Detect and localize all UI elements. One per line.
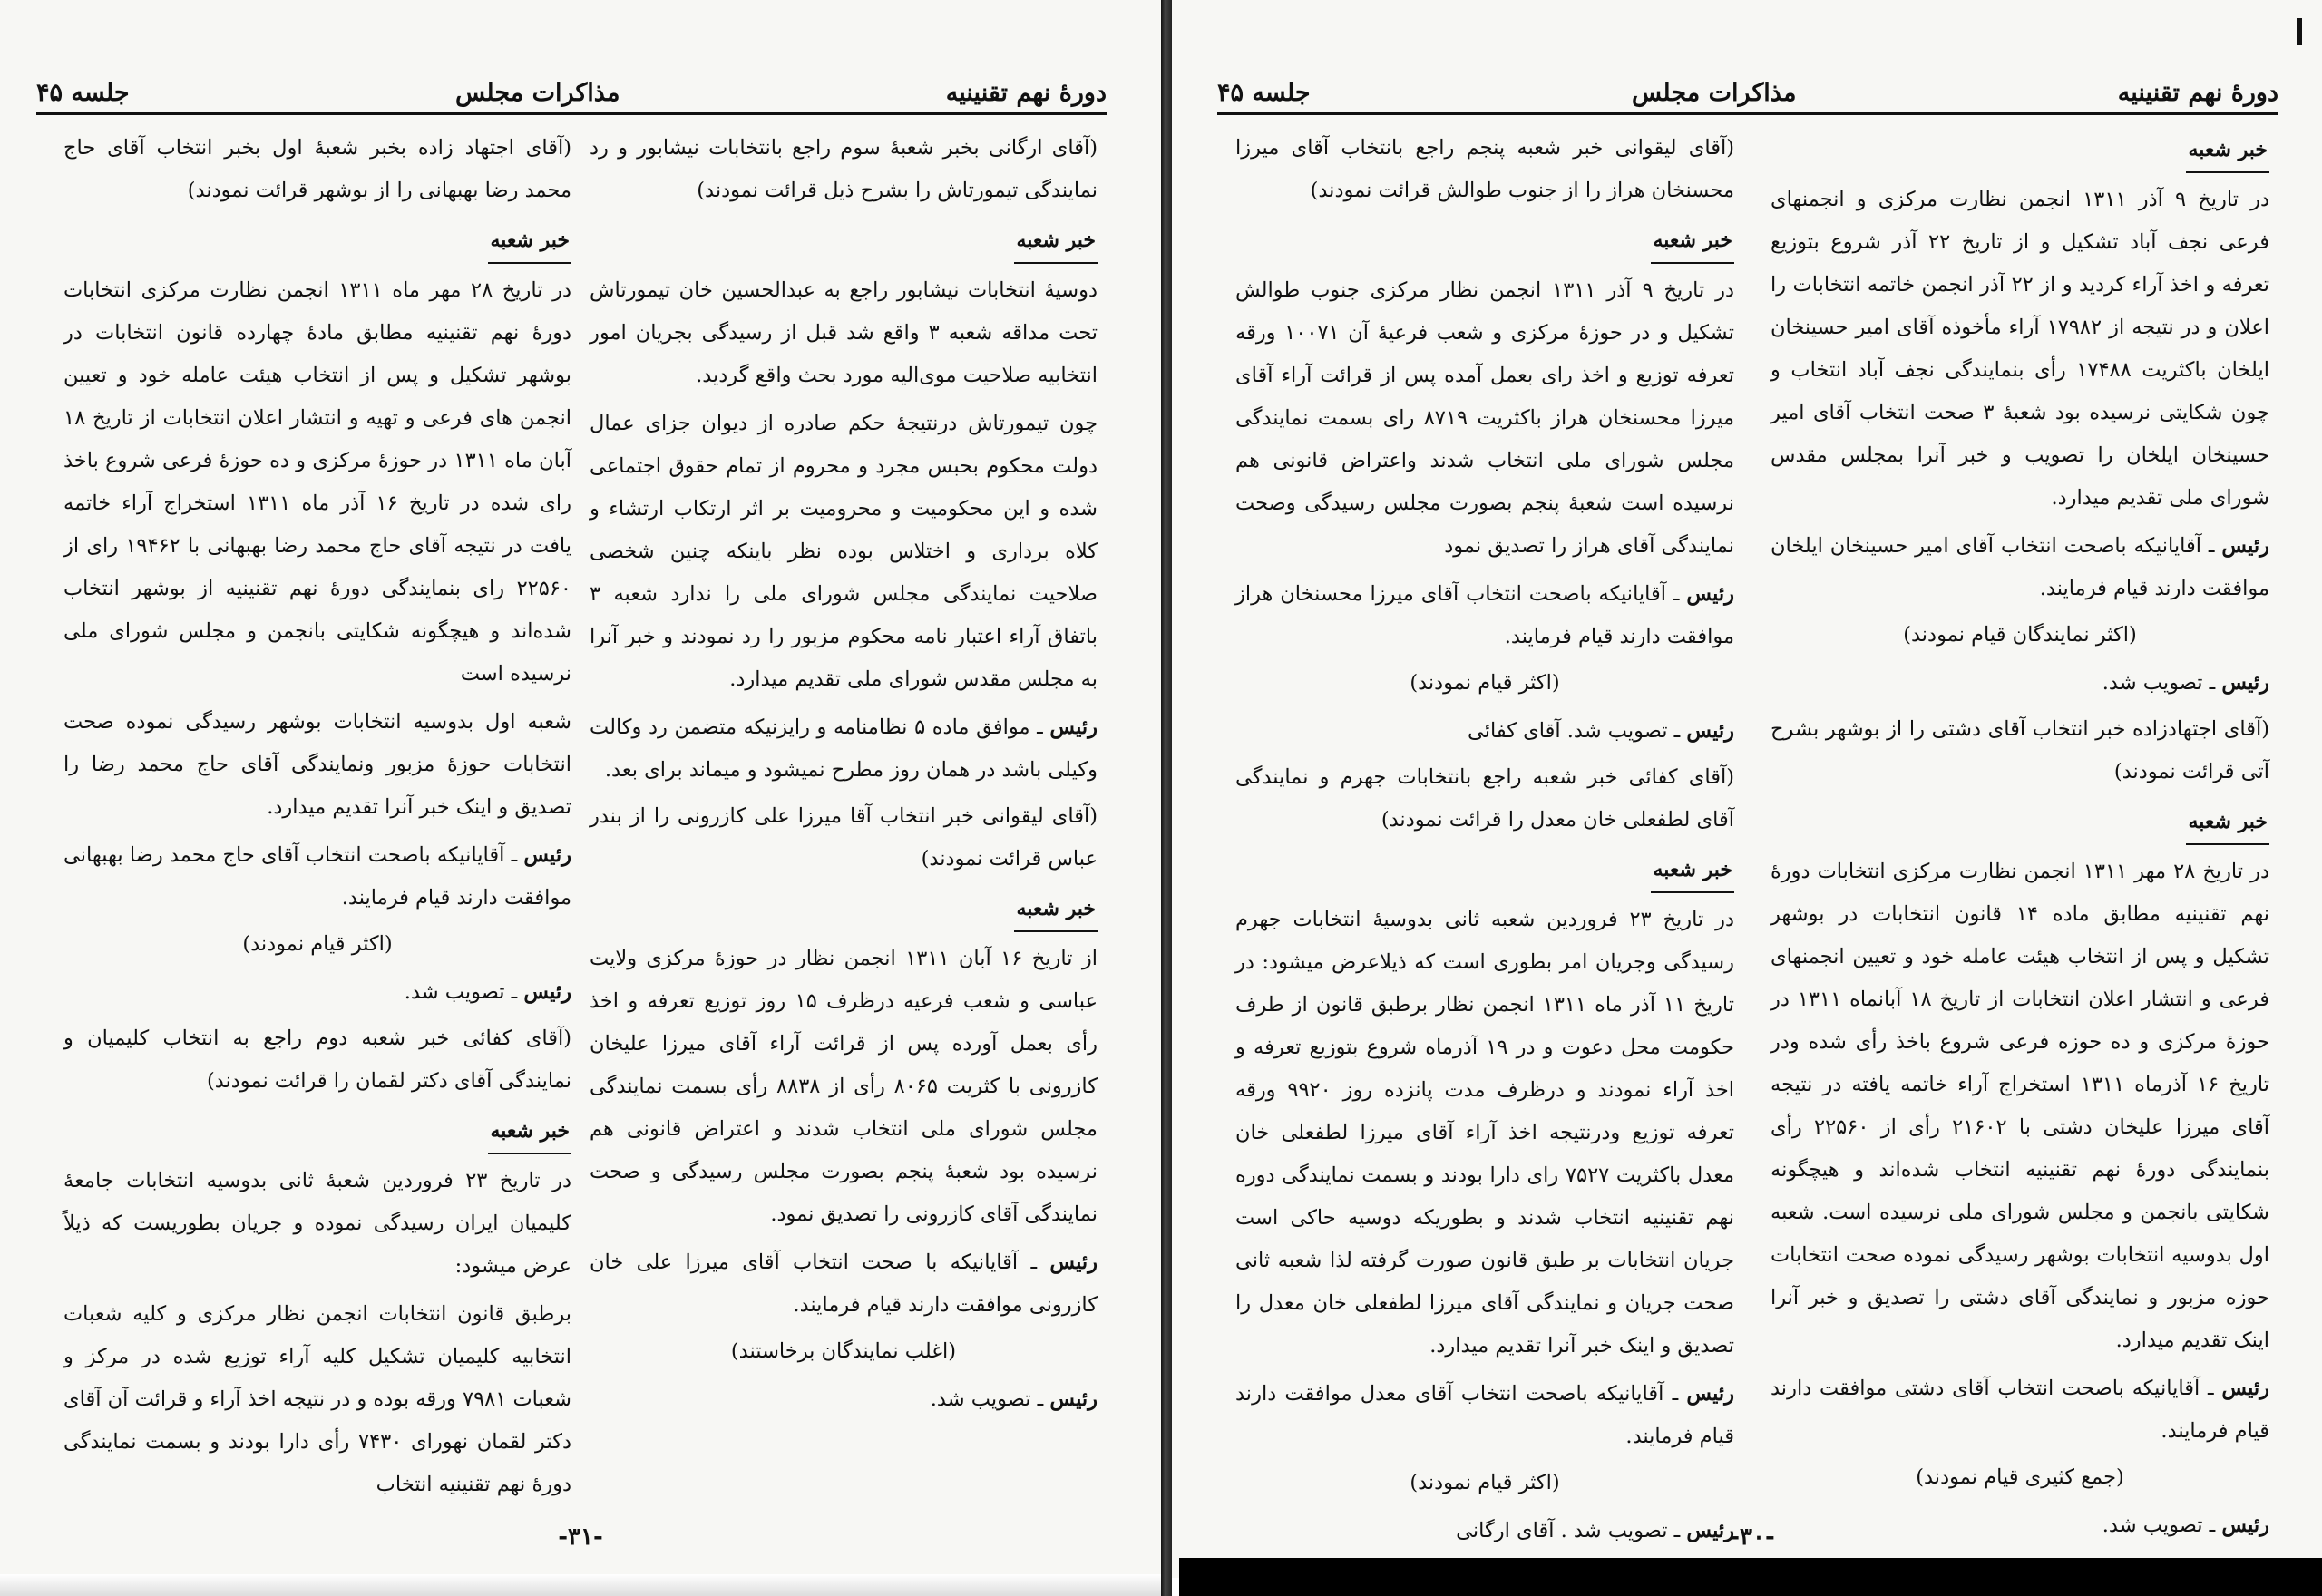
paragraph: در تاریخ ۲۸ مهر ماه ۱۳۱۱ انجمن نظارت مرکزی انتخابات دورهٔ نهم تقنینیه مطابق مادهٔ چهارده قانون انتخابات در بوشهر تشکیل و پس از انتخاب هیئت عامله خود و تعیین انجمن های فرعی و تهیه و انتشار اعلان انتخابات از تاریخ ۱۸ آبان ماه ۱۳۱۱ در حوزهٔ مرکزی و ده حوزهٔ فرعی شروع باخذ رای شده در تاریخ ۱۶ آذر ماه ۱۳۱۱ استخراج آراء خاتمه یافت در نتیجه آقای حاج محمد رضا بهبهانی با ۱۹۴۶۲ رای از ۲۲۵۶۰ رای بنمایندگی دورهٔ نهم تقنینیه از بوشهر انتخاب شده‌اند و هیچگونه شکایتی بانجمن و مجلس شورای ملی نرسیده است xyxy=(63,278,572,686)
speaker-statement xyxy=(1771,1504,2269,1547)
statement-text: ـ آقایانیکه باصحت انتخاب آقای میرزا محسنخان هراز موافقت دارند قیام فرمایند. xyxy=(1235,582,1734,648)
speaker-statement xyxy=(1235,710,1734,753)
statement-text: ـ آقایانیکه باصحت انتخاب آقای دشتی موافقت دارند قیام فرمایند. xyxy=(1771,1377,2269,1443)
scan-edge-mark xyxy=(2297,18,2302,45)
section-heading: خبر شعبه xyxy=(1651,849,1734,893)
statement-text: ـ تصویب شد. آقای کفائی xyxy=(1468,719,1687,743)
speaker-name: رئیس xyxy=(2221,671,2269,695)
section-heading-row xyxy=(1771,799,2269,851)
procedural-note: (اکثر قیام نمودند) xyxy=(1410,1471,1560,1494)
speaker-name: رئیس xyxy=(1686,1519,1734,1542)
procedural-note: (اکثر قیام نمودند) xyxy=(242,932,393,956)
procedural-note: (اکثر قیام نمودند) xyxy=(1410,671,1560,695)
left-page-header xyxy=(36,74,1107,111)
statement-text: ـ آقایانیکه باصحت انتخاب آقای امیر حسینخان ایلخان موافقت دارند قیام فرمایند. xyxy=(1771,534,2269,600)
section-heading: خبر شعبه xyxy=(488,1110,571,1154)
statement-text: ـ آقایانیکه باصحت انتخاب آقای حاج محمد رضا بهبهانی موافقت دارند قیام فرمایند. xyxy=(63,843,571,910)
speaker-statement xyxy=(1771,1367,2269,1453)
page-number: -۳۱- xyxy=(558,1523,603,1551)
statement-text: ـ موافق ماده ۵ نظامنامه و رایزنیکه متضمن رد وکالت وکیلی باشد در همان روز مطرح نمیشود و میماند برای بعد. xyxy=(590,715,1098,782)
speaker-name: رئیس xyxy=(523,843,571,867)
statement-text: ـ آقایانیکه با صحت انتخاب آقای میرزا علی خان کازرونی موافقت دارند قیام فرمایند. xyxy=(590,1251,1098,1317)
speaker-statement xyxy=(1771,525,2269,610)
paragraph: در تاریخ ۲۳ فروردین شعبهٔ ثانی بدوسیه انتخابات جامعهٔ کلیمیان ایران رسیدگی نموده و جریان بطوریست که ذیلاً عرض میشود: xyxy=(63,1169,571,1278)
paragraph: (آقای اجتهادزاده خبر انتخاب آقای دشتی را از بوشهر بشرح آتی قرائت نمودند) xyxy=(1771,717,2269,783)
speaker-name: رئیس xyxy=(1049,1251,1098,1274)
speaker-statement xyxy=(1235,573,1734,658)
speaker-statement xyxy=(63,834,571,920)
speaker-name: رئیس xyxy=(1686,582,1734,606)
header-divider xyxy=(36,112,1107,115)
speaker-statement xyxy=(63,971,571,1014)
speaker-name: رئیس xyxy=(1686,719,1734,743)
header-page: جلسه ۴۵ xyxy=(36,78,130,107)
paragraph: (آقای لیقوانی خبر انتخاب آقا میرزا علی کازرونی را از بندر عباس قرائت نمودند) xyxy=(590,804,1098,871)
header-session: دورهٔ نهم تقنینیه xyxy=(2117,78,2278,107)
speaker-statement xyxy=(590,1241,1098,1327)
right-page xyxy=(1172,0,2322,1578)
page-number: -۳۰- xyxy=(1730,1523,1775,1551)
paragraph: در تاریخ ۹ آذر ۱۳۱۱ انجمن نظارت مرکزی و انجمنهای فرعی نجف آباد تشکیل و از تاریخ ۲۲ آذر شروع بتوزیع تعرفه و اخذ آراء کردید و از ۲۲ آذر انجمن خاتمه انتخابات را اعلان و در نتیجه از ۱۷۹۸۲ آراء مأخوذه آقای امیر حسینخان ایلخان باکثریت ۱۷۴۸۸ رأی بنمایندگی نجف آباد انتخاب و چون شکایتی نرسیده بود شعبهٔ ۳ صحت انتخاب آقای امیر حسینخان ایلخان را تصویب و خبر آنرا بمجلس مقدس شورای ملی تقدیم میدارد. xyxy=(1771,188,2270,510)
section-heading: خبر شعبه xyxy=(488,219,571,264)
paragraph: برطبق قانون انتخابات انجمن نظار مرکزی و کلیه شعبات انتخابیه کلیمیان تشکیل کلیه آراء توزیع شده در مرکز و شعبات ۷۹۸۱ ورقه بوده و در نتیجه اخذ آراء و قرائت آن آقای دکتر لقمان نهورای ۷۴۳۰ رأی دارا بودند و بسمت نمایندگی دورهٔ نهم تقنینیه انتخاب xyxy=(63,1302,572,1496)
section-heading-row xyxy=(590,886,1098,938)
procedural-note: (جمع کثیری قیام نمودند) xyxy=(1916,1465,2124,1489)
paragraph: شعبه اول بدوسیه انتخابات بوشهر رسیدگی نموده صحت انتخابات حوزهٔ مزبور ونمایندگی آقای حاج محمد رضا را تصدیق و اینک خبر آنرا تقدیم میدارد. xyxy=(63,710,571,819)
procedural-note: (اغلب نمایندگان برخاستند) xyxy=(730,1339,957,1363)
paragraph: (آقای لیقوانی خبر شعبه پنجم راجع بانتخاب آقای میرزا محسنخان هراز را از جنوب طوالش قرائت نمودند) xyxy=(1235,136,1734,202)
paragraph: در تاریخ ۲۳ فروردین شعبه ثانی بدوسیهٔ انتخابات جهرم رسیدگی وجریان امر بطوری است که ذیلاعرض میشود: در تاریخ ۱۱ آذر ماه ۱۳۱۱ انجمن نظار برطبق قانون از طرف حکومت محل دعوت و در ۱۹ آذرماه شروع بتوزیع تعرفه و اخذ آراء نمودند و درظرف مدت پانزده روز ۹۹۲۰ ورقه تعرفه توزیع ودرنتیجه اخذ آراء آقای میرزا لطفعلی خان معدل باکثریت ۷۵۲۷ رای دارا بودند و بسمت نمایندگی دوره نهم تقنینیه انتخاب شدند و بطوریکه دوسیه حاکی است جریان انتخابات بر طبق قانون صورت گرفته لذا شعبه ثانی صحت جریان و نمایندگی آقای میرزا لطفعلی خان معدل را تصدیق و اینک خبر آنرا تقدیم میدارد. xyxy=(1235,908,1735,1358)
section-heading: خبر شعبه xyxy=(1651,219,1734,264)
speaker-name: رئیس xyxy=(2221,1377,2269,1400)
right-page-header xyxy=(1217,74,2278,111)
header-title: مذاکرات مجلس xyxy=(1631,78,1797,107)
paragraph: در تاریخ ۲۸ مهر ۱۳۱۱ انجمن نظارت مرکزی انتخابات دورهٔ نهم تقنینیه مطابق ماده ۱۴ قانون انتخابات در بوشهر تشکیل و پس از انتخاب هیئت عامله خود و تعیین انجمنهای فرعی و انتشار اعلان انتخابات از تاریخ ۱۸ آبانماه ۱۳۱۱ در حوزهٔ مرکزی و ده حوزه فرعی شروع باخذ رأی شده ودر تاریخ ۱۶ آذرماه ۱۳۱۱ استخراج آراء خاتمه یافته در نتیجه آقای میرزا علیخان دشتی با ۲۱۶۰۲ رأی از ۲۲۵۶۰ رأی بنمایندگی دورهٔ نهم تقنینیه انتخاب شده‌اند و هیچگونه شکایتی بانجمن و مجلس شورای ملی نرسیده است. شعبه اول بدوسیه انتخابات بوشهر رسیدگی نموده صحت انتخابات حوزه مزبور و نمایندگی آقای دشتی را تصدیق و خبر آنرا اینک تقدیم میدارد. xyxy=(1771,860,2269,1352)
procedural-note: (اکثر نمایندگان قیام نمودند) xyxy=(1903,623,2137,647)
scan-border xyxy=(1179,1558,2322,1596)
speaker-statement xyxy=(1771,662,2269,705)
speaker-statement xyxy=(590,1378,1098,1421)
statement-text: ـ تصویب شد. xyxy=(2102,1513,2222,1537)
statement-text: ـ تصویب شد. xyxy=(404,980,524,1004)
section-heading-row xyxy=(1235,218,1734,269)
section-heading-row xyxy=(63,1108,571,1160)
speaker-name: رئیس xyxy=(1049,1387,1098,1411)
section-heading: خبر شعبه xyxy=(2186,129,2269,173)
section-heading: خبر شعبه xyxy=(1014,219,1098,264)
paragraph: (آقای کفائی خبر شعبه دوم راجع به انتخاب کلیمیان و نمایندگی آقای دکتر لقمان را قرائت نمودند) xyxy=(63,1027,571,1093)
speaker-statement xyxy=(1235,1373,1734,1458)
statement-text: ـ تصویب شد . آقای ارگانی xyxy=(1456,1519,1687,1542)
left-page xyxy=(0,0,1161,1578)
section-heading-row xyxy=(590,218,1098,269)
speaker-name: رئیس xyxy=(1686,1382,1734,1406)
header-page: جلسه ۴۵ xyxy=(1217,78,1311,107)
header-title: مذاکرات مجلس xyxy=(454,78,620,107)
speaker-name: رئیس xyxy=(2221,534,2269,558)
statement-text: ـ تصویب شد. xyxy=(930,1387,1050,1411)
paragraph: از تاریخ ۱۶ آبان ۱۳۱۱ انجمن نظار در حوزهٔ مرکزی ولایت عباسی و شعب فرعیه درظرف ۱۵ روز توزیع تعرفه و اخذ رأی بعمل آورده پس از قرائت آراء آقای میرزا علیخان کازرونی با کثریت ۸۰۶۵ رأی از ۸۸۳۸ رأی بسمت نمایندگی مجلس شورای ملی انتخاب شدند و اعتراض قانونی هم نرسیده بود شعبهٔ پنجم بصورت مجلس رسیدگی و صحت نمایندگی آقای کازرونی را تصدیق نمود. xyxy=(590,947,1098,1226)
paragraph: دوسیهٔ انتخابات نیشابور راجع به عبدالحسین خان تیمورتاش تحت مداقه شعبه ۳ واقع شد قبل از رسیدگی بجریان امور انتخابیه صلاحیت موی‌الیه مورد بحث واقع گردید. xyxy=(590,278,1098,387)
speaker-name: رئیس xyxy=(523,980,571,1004)
speaker-statement xyxy=(590,706,1098,792)
statement-text: ـ آقایانیکه باصحت انتخاب آقای معدل موافقت دارند قیام فرمایند. xyxy=(1235,1382,1734,1448)
section-heading-row xyxy=(63,218,571,269)
header-divider xyxy=(1217,112,2278,115)
speaker-name: رئیس xyxy=(1049,715,1098,739)
paragraph: (آقای اجتهاد زاده بخبر شعبهٔ اول بخبر انتخاب آقای حاج محمد رضا بهبهانی را از بوشهر قرائت نمودند) xyxy=(63,136,571,202)
section-heading-row xyxy=(1771,127,2269,179)
text-column-left xyxy=(63,127,571,1512)
section-heading-row xyxy=(1235,847,1734,899)
section-heading: خبر شعبه xyxy=(1014,888,1098,932)
speaker-statement xyxy=(1235,1510,1734,1552)
text-column-left xyxy=(1235,127,1734,1556)
scan-shadow xyxy=(0,1574,1161,1596)
paragraph: چون تیمورتاش درنتیجهٔ حکم صادره از دیوان جزای عمال دولت محکوم بحبس مجرد و محروم از تمام حقوق اجتماعی شده و این محکومیت و محرومیت بر اثر ارتکاب ارتشاء و کلاه برداری و اختلاس بوده نظر باینکه چنین شخصی صلاحیت نمایندگی مجلس شورای ملی را ندارد شعبه ۳ باتفاق آراء اعتبار نامه محکوم مزبور را رد نمودند و خبر آنرا به مجلس مقدس شورای ملی تقدیم میدارد. xyxy=(590,412,1098,691)
paragraph: در تاریخ ۹ آذر ۱۳۱۱ انجمن نظار مرکزی جنوب طوالش تشکیل و در حوزهٔ مرکزی و شعب فرعیهٔ آن ۱۰۰۷۱ ورقه تعرفه توزیع و اخذ رای بعمل آمده پس از قرائت آراء آقای میرزا محسنخان هراز باکثریت ۸۷۱۹ رای بسمت نمایندگی مجلس شورای ملی انتخاب شدند واعتراض قانونی هم نرسیده است شعبهٔ پنجم بصورت مجلس رسیدگی وصحت نمایندگی آقای هراز را تصدیق نمود xyxy=(1235,278,1735,558)
statement-text: ـ تصویب شد. xyxy=(2102,671,2222,695)
book-gutter xyxy=(1161,0,1172,1596)
header-session: دورهٔ نهم تقنینیه xyxy=(945,78,1107,107)
section-heading: خبر شعبه xyxy=(2186,801,2269,845)
text-column-right xyxy=(1771,127,2269,1551)
paragraph: (آقای ارگانی بخبر شعبهٔ سوم راجع بانتخابات نیشابور و رد نمایندگی تیمورتاش را بشرح ذیل قرائت نمودند) xyxy=(590,136,1098,202)
paragraph: (آقای کفائی خبر شعبه راجع بانتخابات جهرم و نمایندگی آقای لطفعلی خان معدل را قرائت نمودند) xyxy=(1235,765,1734,832)
text-column-right xyxy=(590,127,1098,1425)
speaker-name: رئیس xyxy=(2221,1513,2269,1537)
